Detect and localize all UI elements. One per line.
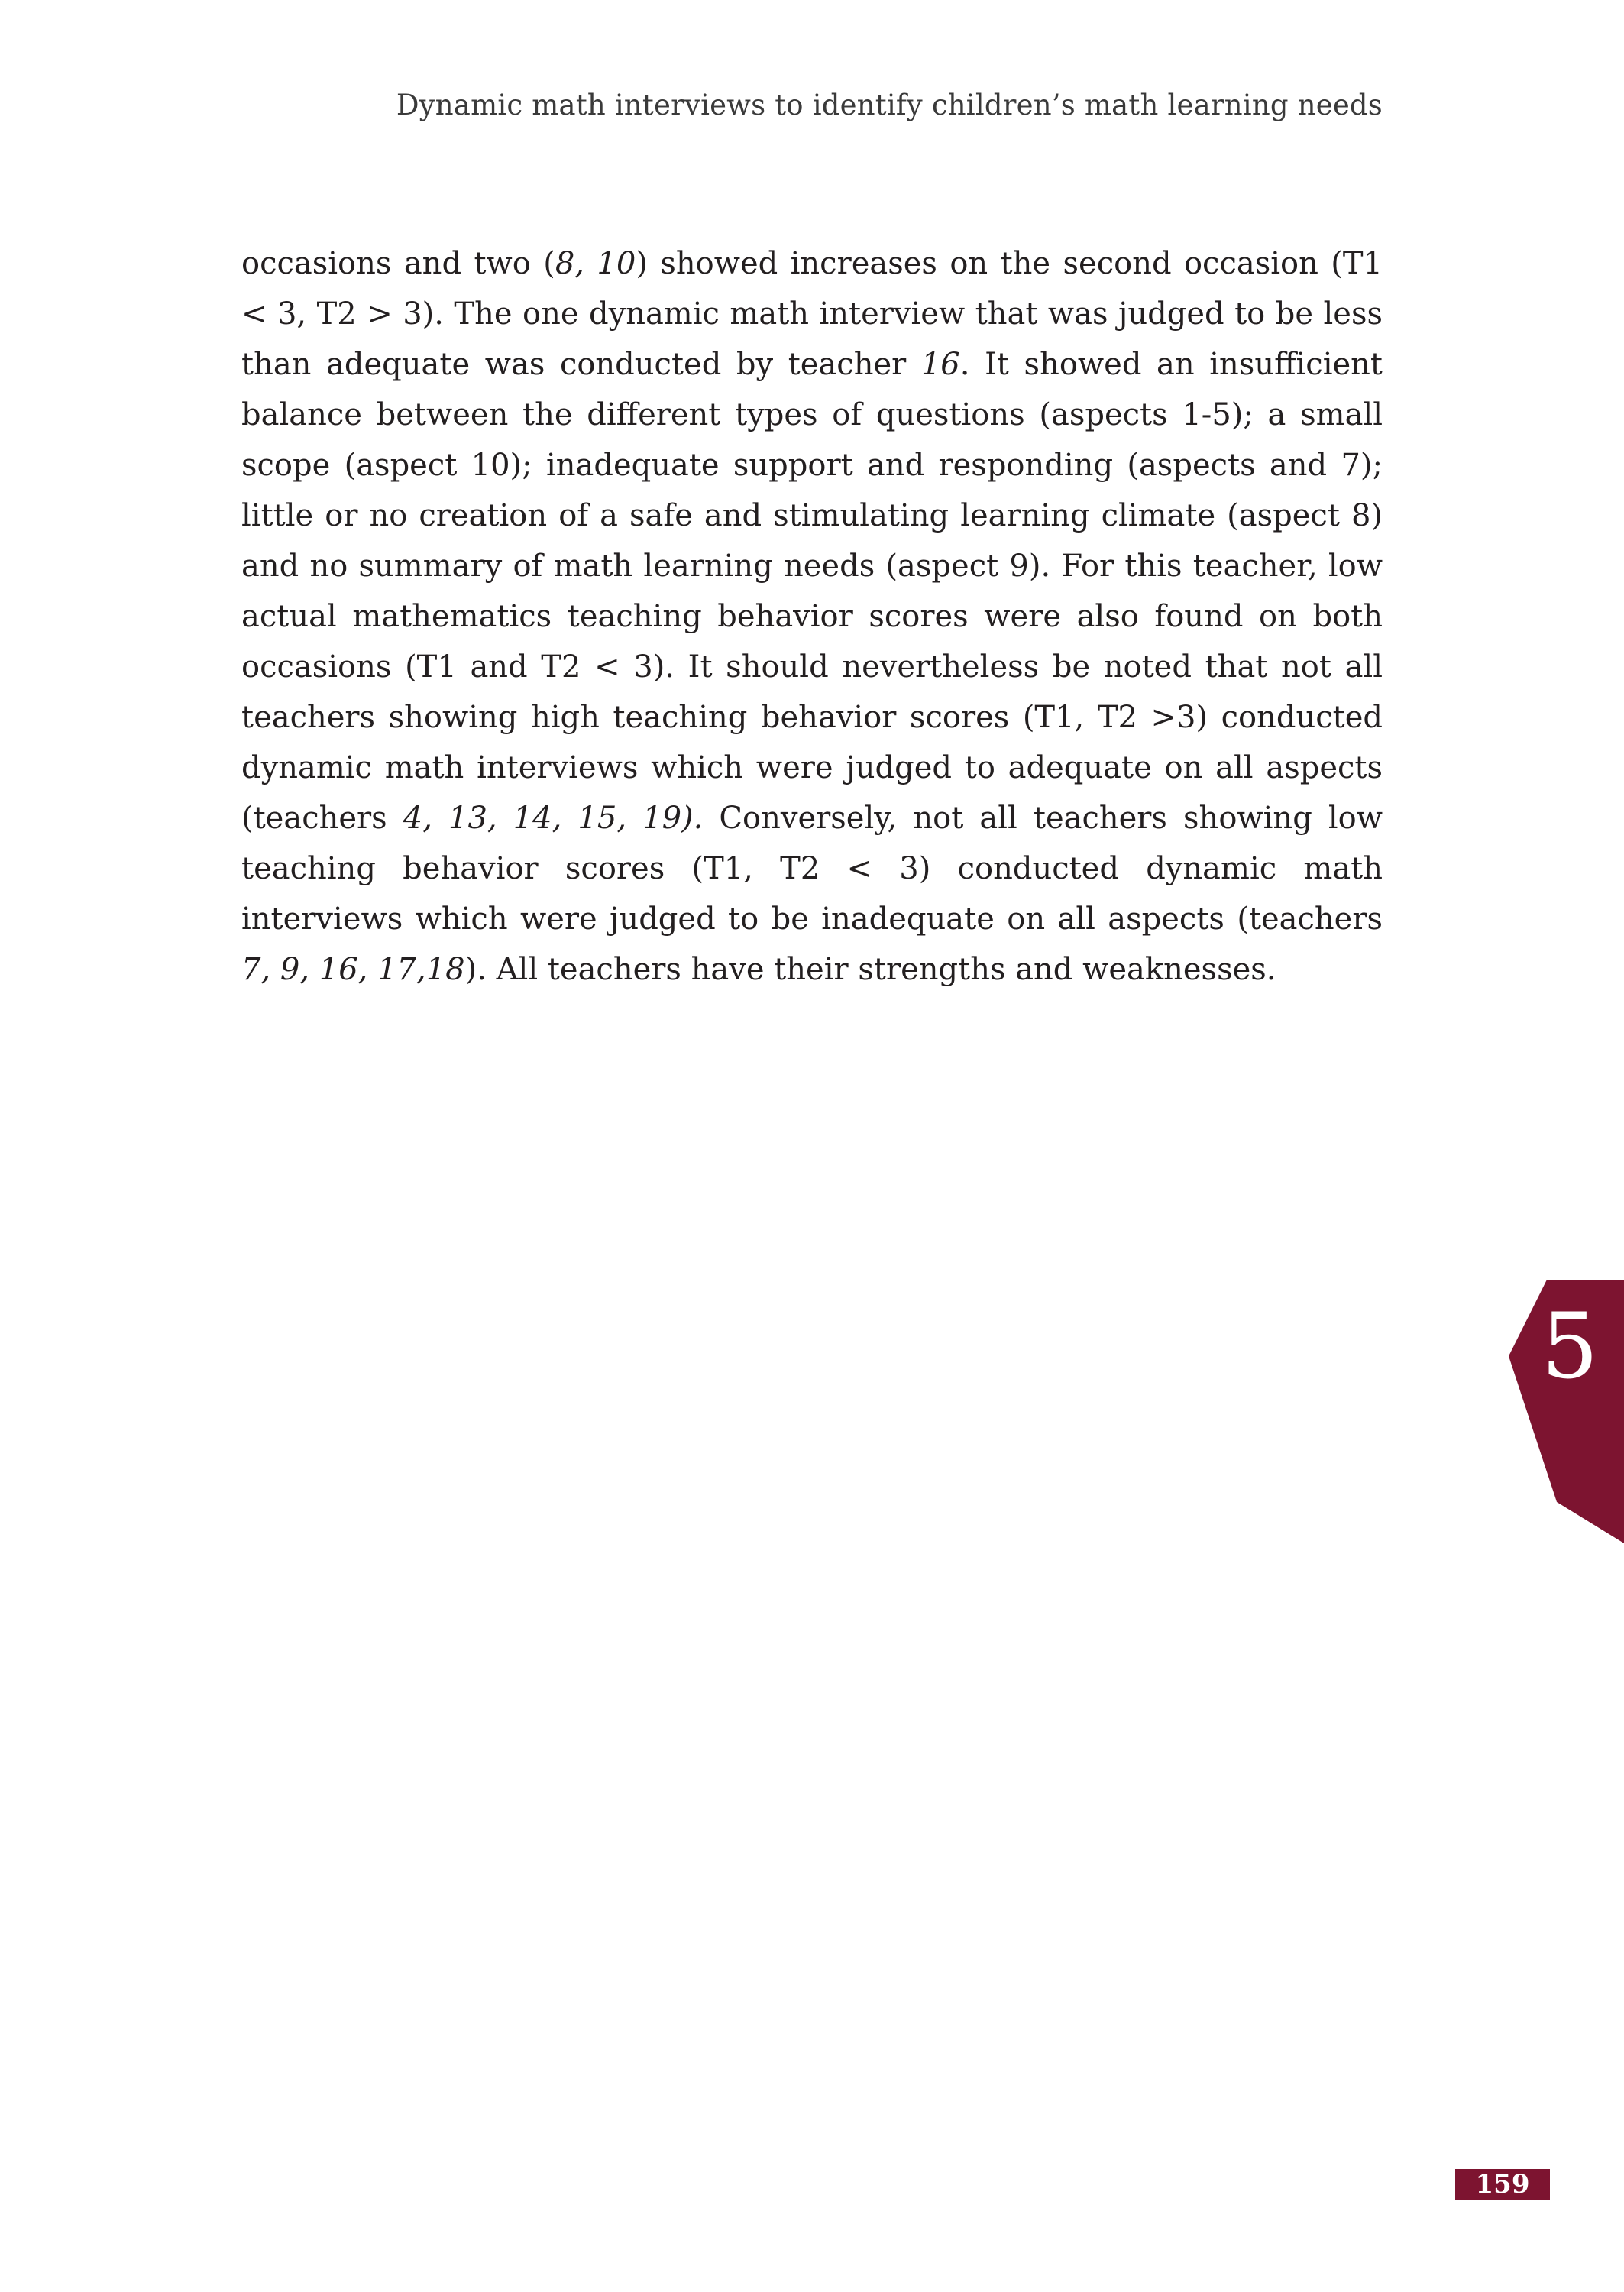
text-segment: . It showed an insufficient balance between the different types of questions (aspects 1-5); a small scope (aspect 10); inadequate support and responding (aspects and 7); little or no creation of a safe and stimulating learning climate (aspect 8) and no summary of math learning needs (aspect 9). For this teacher, low actual mathematics teaching behavior scores were also found on both occasions (T1 and T2 < 3). It should nevertheless be noted that not all teachers showing high teaching behavior scores (T1, T2 >3) conducted dynamic math interviews which were judged to adequate on all aspects (teachers	[241, 347, 1383, 836]
text-segment: occasions and two (	[241, 246, 555, 281]
text-segment-italic: 16	[920, 347, 960, 382]
text-segment: ). All teachers have their strengths and weaknesses.	[464, 952, 1276, 987]
text-segment-italic: 4, 13, 14, 15, 19).	[403, 801, 704, 836]
body-paragraph	[241, 238, 1383, 995]
chapter-number: 5	[1541, 1293, 1599, 1399]
text-segment: ) showed increases on the second occasion (T1 < 3, T2 > 3). The one dynamic math interview that was judged to be less than adequate was conducted by teacher	[241, 246, 1383, 382]
running-header: Dynamic math interviews to identify children’s math learning needs	[396, 89, 1383, 121]
text-segment-italic: 7, 9, 16, 17,18	[241, 952, 465, 987]
page-number: 159	[1455, 2169, 1550, 2200]
text-segment-italic: 8, 10	[555, 246, 636, 281]
text-segment: Conversely, not all teachers showing low teaching behavior scores (T1, T2 < 3) conducted dynamic math interviews which were judged to be inadequate on all aspects (teachers	[241, 801, 1383, 937]
